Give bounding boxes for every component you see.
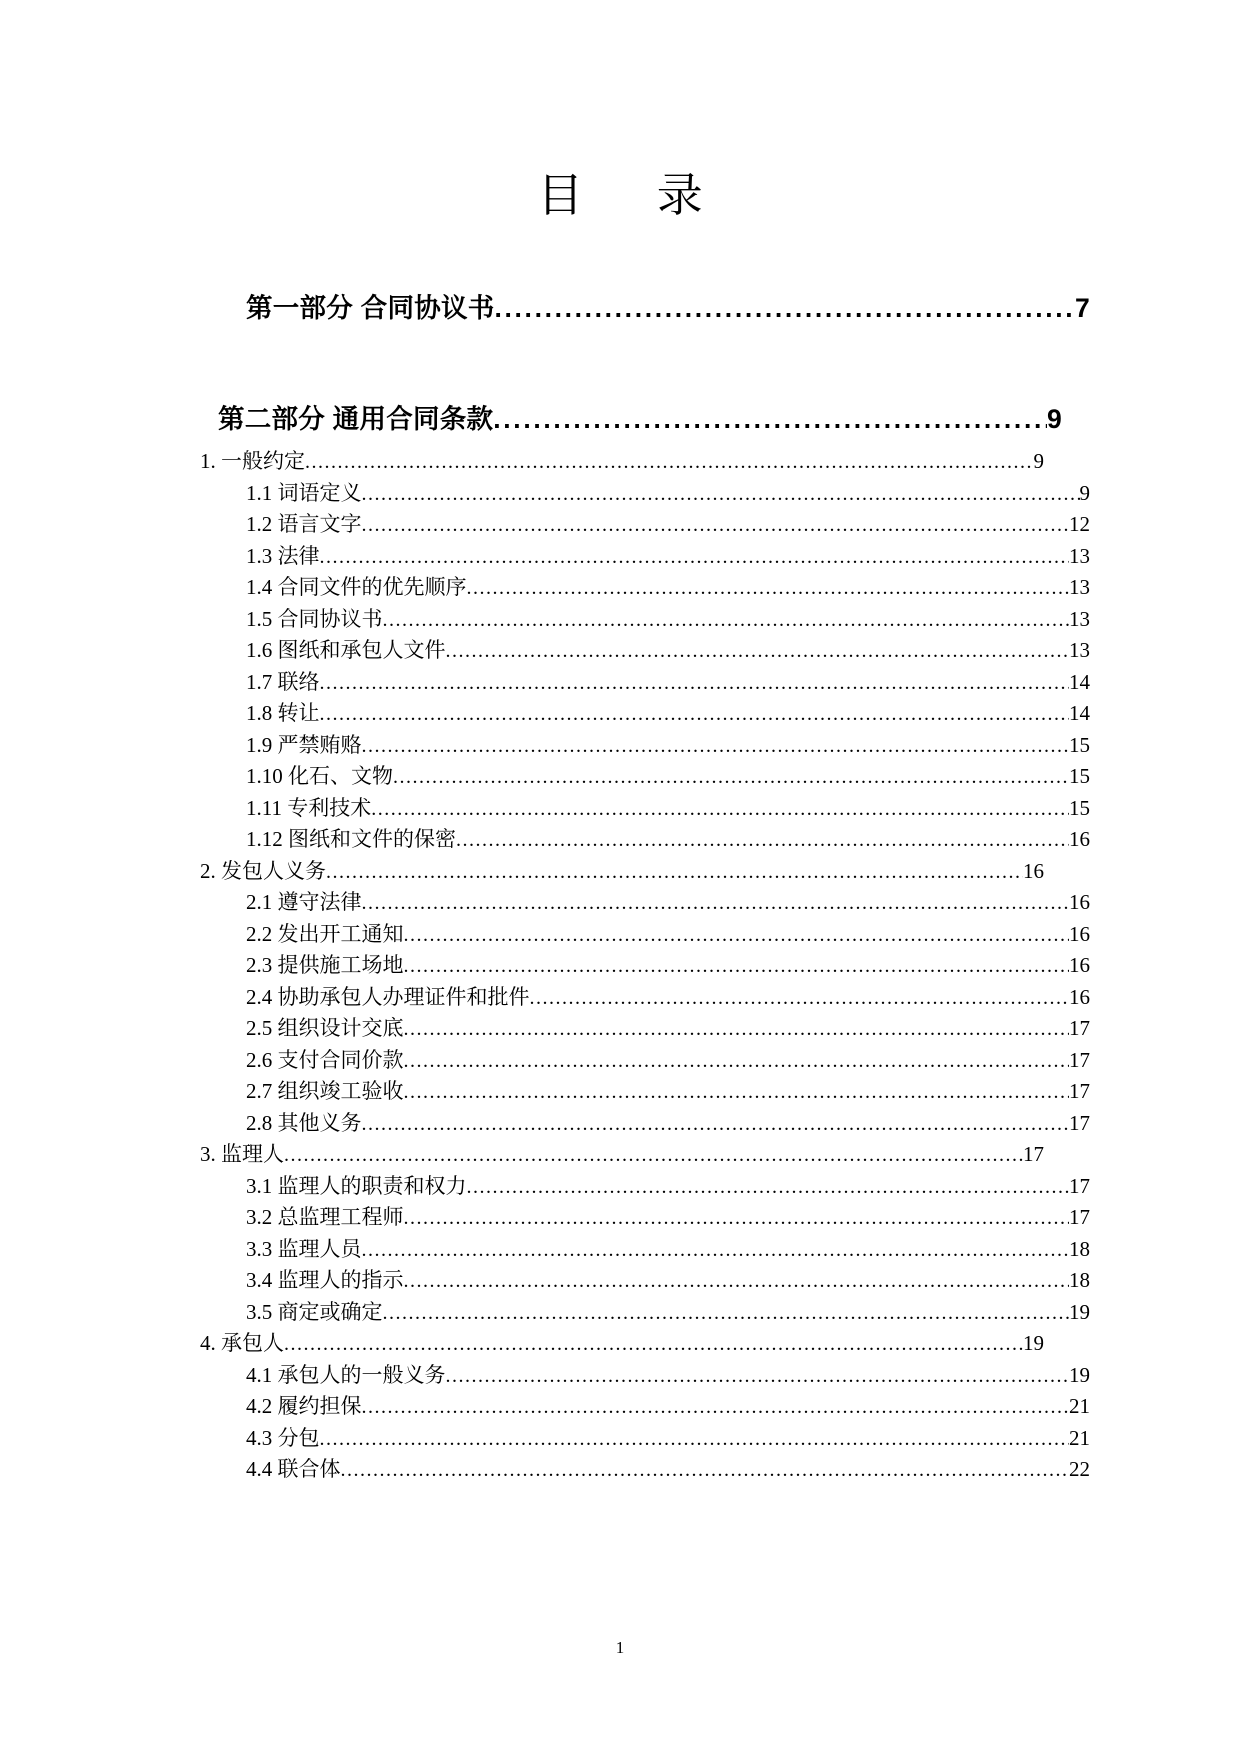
toc-subsection-entry[interactable] [246,1045,1090,1077]
toc-leader-dots [393,762,1069,783]
toc-page-number: 17 [1069,1110,1090,1135]
toc-leader-dots [341,1455,1070,1476]
toc-page-number: 13 [1069,543,1090,568]
toc-page-number: 21 [1069,1425,1090,1450]
toc-subsection-entry[interactable] [246,1391,1090,1423]
toc-entry-label: 1.2 语言文字 [246,512,362,536]
toc-subsection-entry[interactable] [246,1202,1090,1234]
toc-leader-dots [404,1266,1070,1287]
toc-subsection-entry[interactable] [246,793,1090,825]
toc-page-number: 18 [1069,1268,1090,1292]
toc-entry-label: 4. 承包人 [200,1331,284,1355]
toc-page-number: 16 [1069,827,1090,851]
toc-page-number: 16 [1069,921,1090,946]
page-title: 目 录 [537,170,717,221]
toc-entry-label: 3.2 总监理工程师 [246,1205,404,1229]
toc-entry-label: 3.3 监理人员 [246,1236,362,1261]
toc-section-entry[interactable] [200,446,1044,478]
toc-page-number: 22 [1069,1457,1090,1481]
toc-page-number: 9 [1033,449,1044,473]
toc-leader-dots [320,668,1070,689]
toc-page-number: 9 [1046,404,1062,434]
toc-page-number: 14 [1069,669,1090,694]
toc-page-number: 13 [1069,606,1090,631]
toc-subsection-entry[interactable] [246,1013,1090,1045]
toc-subsection-entry[interactable] [246,1076,1090,1108]
toc-entry-label: 1.3 法律 [246,543,320,568]
footer-page-number: 1 [615,1638,625,1657]
toc-page-number: 17 [1069,1173,1090,1198]
toc-entry-label: 2.8 其他义务 [246,1110,362,1135]
toc-entry-label: 2.2 发出开工通知 [246,921,404,946]
toc-entry-label: 1.12 图纸和文件的保密 [246,827,456,851]
toc-entry-label: 第一部分 合同协议书 [246,293,495,323]
toc-leader-dots [467,573,1070,594]
toc-entry-label: 2.1 遵守法律 [246,890,362,914]
toc-leader-dots [383,1298,1070,1319]
toc-leader-dots [530,983,1070,1004]
toc-entry-label: 4.3 分包 [246,1425,320,1450]
toc-page-number: 15 [1069,795,1090,820]
toc-entry-label: 4.4 联合体 [246,1457,341,1481]
toc-leader-dots [383,605,1070,626]
toc-entry-label: 1.11 专利技术 [246,795,372,820]
toc-page-number: 17 [1069,1205,1090,1229]
toc-subsection-entry[interactable] [246,824,1090,856]
toc-leader-dots [284,1329,1023,1350]
toc-leader-dots [362,1392,1070,1413]
toc-subsection-entry[interactable] [246,1234,1090,1266]
toc-page-number: 19 [1023,1331,1044,1355]
toc-section-entry[interactable] [200,1139,1044,1171]
toc-subsection-entry[interactable] [246,1171,1090,1203]
toc-subsection-entry[interactable] [246,1423,1090,1455]
toc-leader-dots [284,1140,1023,1161]
toc-entry-label: 1.10 化石、文物 [246,764,393,788]
toc-leader-dots [362,1109,1070,1130]
toc-page-number: 14 [1069,701,1090,725]
toc-subsection-entry[interactable] [246,982,1090,1014]
toc-entry-label: 1.9 严禁贿赂 [246,732,362,757]
toc-entry-label: 2.7 组织竣工验收 [246,1079,404,1103]
toc-page-number: 19 [1069,1299,1090,1324]
toc-leader-dots [404,1077,1070,1098]
toc-section-entry[interactable] [200,856,1044,888]
toc-entry-list [196,446,1090,1486]
toc-leader-dots [362,510,1070,531]
toc-subsection-entry[interactable] [246,572,1090,604]
toc-page-number: 15 [1069,764,1090,788]
toc-page-number: 16 [1069,890,1090,914]
toc-subsection-entry[interactable] [246,950,1090,982]
toc-subsection-entry[interactable] [246,1360,1090,1392]
toc-leader-dots [320,1424,1070,1445]
toc-entry-label: 3. 监理人 [200,1142,284,1166]
toc-subsection-entry[interactable] [246,761,1090,793]
toc-leader-dots [446,636,1070,657]
toc-leader-dots [320,699,1070,720]
toc-page-number: 17 [1069,1016,1090,1040]
toc-entry-label: 2.6 支付合同价款 [246,1047,404,1072]
toc-part-entry[interactable] [246,286,1090,325]
toc-subsection-entry[interactable] [246,509,1090,541]
toc-entry-label: 1.4 合同文件的优先顺序 [246,575,467,599]
toc-page-number: 16 [1069,953,1090,977]
toc-leader-dots [404,1046,1070,1067]
toc-entry-label: 4.2 履约担保 [246,1394,362,1418]
toc-entry-label: 1.1 词语定义 [246,480,362,505]
toc-subsection-entry[interactable] [246,635,1090,667]
toc-entry-label: 3.5 商定或确定 [246,1299,383,1324]
toc-entry-label: 1.6 图纸和承包人文件 [246,638,446,662]
toc-leader-dots [326,857,1023,878]
toc-entry-label: 1.5 合同协议书 [246,606,383,631]
toc-leader-dots [446,1361,1070,1382]
toc-subsection-entry[interactable] [246,1265,1090,1297]
toc-subsection-entry[interactable] [246,730,1090,762]
toc-leader-dots [362,479,1080,500]
toc-page-number: 16 [1069,984,1090,1009]
toc-entry-label: 第二部分 通用合同条款 [218,404,494,434]
toc-section-entry[interactable] [200,1328,1044,1360]
toc-page-number: 12 [1069,512,1090,536]
toc-subsection-entry[interactable] [246,698,1090,730]
toc-leader-dots [404,920,1070,941]
toc-page-number: 16 [1023,858,1044,883]
toc-subsection-entry[interactable] [246,1108,1090,1140]
toc-leader-dots [305,447,1034,468]
toc-part-entry[interactable] [218,397,1062,436]
toc-entry-label: 3.4 监理人的指示 [246,1268,404,1292]
toc-entry-label: 2.3 提供施工场地 [246,953,404,977]
toc-entry-label: 4.1 承包人的一般义务 [246,1362,446,1387]
toc-subsection-entry[interactable] [246,919,1090,951]
toc-page-number: 21 [1069,1394,1090,1418]
toc-leader-dots [362,888,1070,909]
toc-entry-label: 1. 一般约定 [200,449,305,473]
toc-page-number: 18 [1069,1236,1090,1261]
toc-entry-label: 2.4 协助承包人办理证件和批件 [246,984,530,1009]
toc-leader-dots [404,951,1070,972]
toc-page-number: 17 [1069,1079,1090,1103]
toc-page-number: 17 [1069,1047,1090,1072]
toc-leader-dots [362,1235,1070,1256]
toc-entry-label: 2. 发包人义务 [200,858,326,883]
toc-subsection-entry[interactable] [246,887,1090,919]
toc-entry-label: 2.5 组织设计交底 [246,1016,404,1040]
toc-entry-label: 3.1 监理人的职责和权力 [246,1173,467,1198]
toc-leader-dots [404,1014,1070,1035]
toc-subsection-entry[interactable] [246,604,1090,636]
toc-subsection-entry[interactable] [246,1297,1090,1329]
toc-subsection-entry[interactable] [246,478,1090,510]
toc-leader-dots [493,404,1047,431]
toc-page-number: 13 [1069,638,1090,662]
toc-leader-dots [320,542,1070,563]
table-of-contents [0,286,1240,1486]
toc-subsection-entry[interactable] [246,541,1090,573]
toc-page-number: 13 [1069,575,1090,599]
toc-subsection-entry[interactable] [246,667,1090,699]
toc-entry-label: 1.8 转让 [246,701,320,725]
toc-page-number: 7 [1074,293,1090,323]
toc-page-number: 17 [1023,1142,1044,1166]
toc-page-number: 19 [1069,1362,1090,1387]
toc-leader-dots [404,1203,1070,1224]
toc-entry-label: 1.7 联络 [246,669,320,694]
toc-leader-dots [456,825,1069,846]
toc-page-number: 9 [1079,480,1090,505]
toc-leader-dots [362,731,1070,752]
toc-page-number: 15 [1069,732,1090,757]
toc-leader-dots [371,794,1069,815]
toc-subsection-entry[interactable] [246,1454,1090,1486]
toc-leader-dots [495,293,1075,320]
toc-leader-dots [467,1172,1070,1193]
